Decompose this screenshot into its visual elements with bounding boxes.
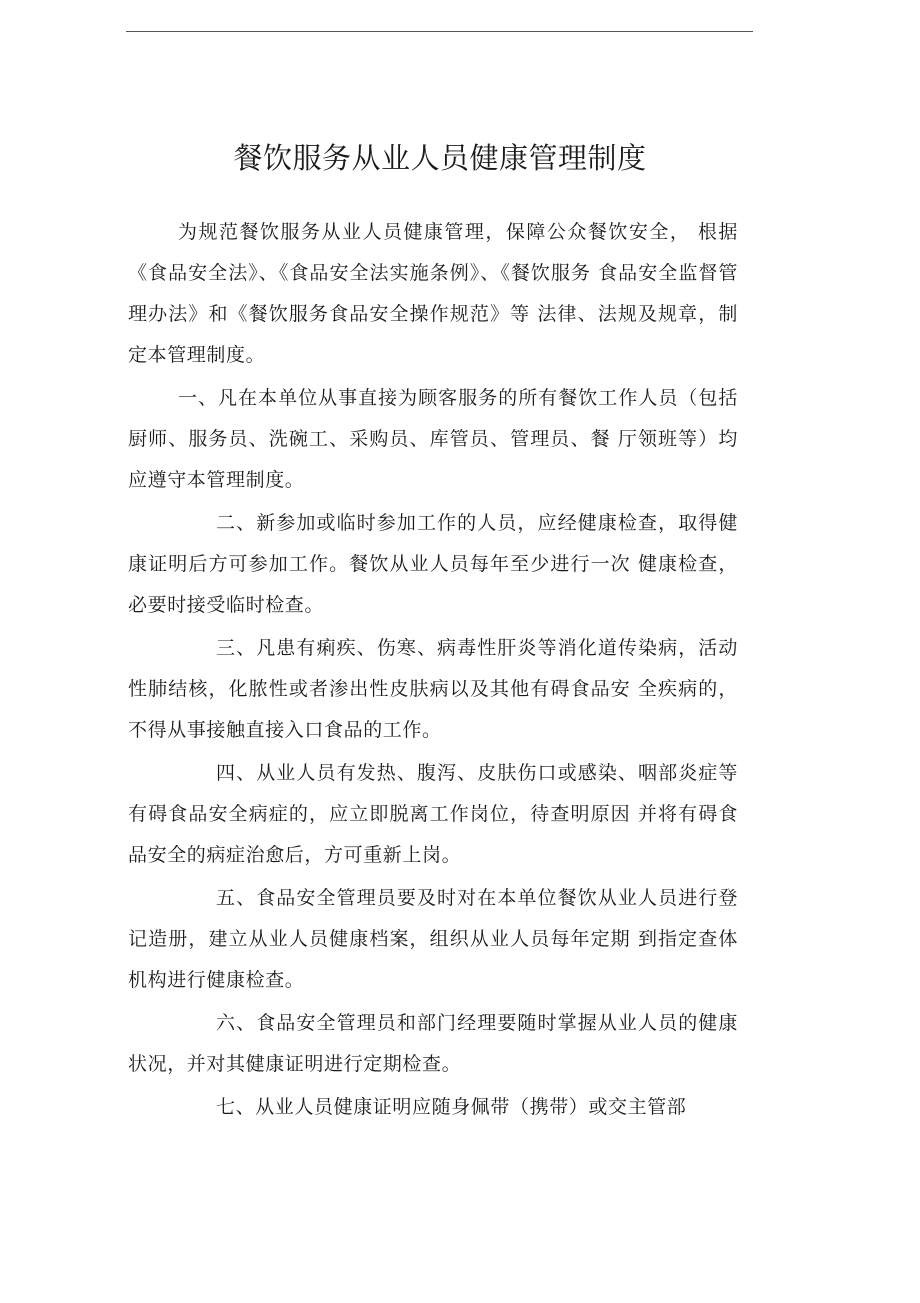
paragraph-clause-4: 四、从业人员有发热、腹泻、皮肤伤口或感染、咽部炎症等有碍食品安全病症的，应立即脱离工作岗位，待查明原因 并将有碍食品安全的病症治愈后，方可重新上岗。 [128, 762, 738, 866]
paragraph-clause-7: 七、从业人员健康证明应随身佩带（携带）或交主管部 [216, 1096, 687, 1118]
paragraph-clause-1: 一、凡在本单位从事直接为顾客服务的所有餐饮工作人员（包括厨师、服务员、洗碗工、采购员、库管员、管理员、餐 厅领班等）均应遵守本管理制度。 [128, 387, 738, 491]
paragraph-clause-2: 二、新参加或临时参加工作的人员，应经健康检查，取得健康证明后方可参加工作。餐饮从业人员每年至少进行一次 健康检查，必要时接受临时检查。 [128, 512, 738, 616]
document-title: 餐饮服务从业人员健康管理制度 [233, 141, 647, 175]
header-rule [126, 31, 753, 32]
document-body [128, 212, 738, 1128]
paragraph-intro: 为规范餐饮服务从业人员健康管理，保障公众餐饮安全， 根据《食品安全法》、《食品安全法实施条例》、《餐饮服务 食品安全监督管理办法》和《餐饮服务食品安全操作规范》等 法律、法规及规章，制定本管理制度。 [128, 221, 738, 366]
paragraph-clause-5: 五、食品安全管理员要及时对在本单位餐饮从业人员进行登记造册，建立从业人员健康档案，组织从业人员每年定期 到指定查体机构进行健康检查。 [128, 887, 738, 991]
paragraph-clause-6: 六、食品安全管理员和部门经理要随时掌握从业人员的健康状况，并对其健康证明进行定期检查。 [128, 1012, 738, 1075]
paragraph-clause-3: 三、凡患有痢疾、伤寒、病毒性肝炎等消化道传染病，活动性肺结核，化脓性或者渗出性皮肤病以及其他有碍食品安 全疾病的，不得从事接触直接入口食品的工作。 [128, 637, 738, 741]
